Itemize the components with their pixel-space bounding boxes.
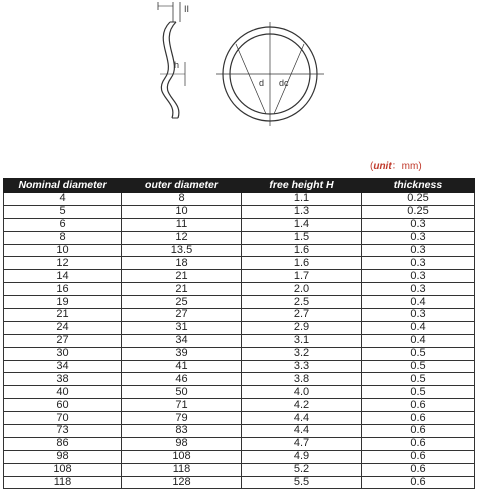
nominal-diameter-cell: 16 bbox=[4, 283, 122, 296]
table-row bbox=[4, 399, 475, 412]
outer-diameter-cell: 12 bbox=[122, 231, 242, 244]
thickness-cell: 0.3 bbox=[362, 218, 475, 231]
free-height-cell: 4.0 bbox=[242, 386, 362, 399]
outer-diameter-cell: 79 bbox=[122, 412, 242, 425]
free-height-cell: 1.5 bbox=[242, 231, 362, 244]
thickness-cell: 0.3 bbox=[362, 244, 475, 257]
thickness-cell: 0.3 bbox=[362, 270, 475, 283]
header-nominal-diameter: Nominal diameter bbox=[4, 179, 122, 193]
nominal-diameter-cell: 12 bbox=[4, 257, 122, 270]
free-height-cell: 3.2 bbox=[242, 347, 362, 360]
thickness-cell: 0.25 bbox=[362, 205, 475, 218]
free-height-cell: 1.7 bbox=[242, 270, 362, 283]
free-height-cell: 3.8 bbox=[242, 373, 362, 386]
thickness-cell: 0.5 bbox=[362, 347, 475, 360]
outer-diameter-cell: 11 bbox=[122, 218, 242, 231]
outer-diameter-cell: 34 bbox=[122, 334, 242, 347]
nominal-diameter-cell: 4 bbox=[4, 193, 122, 206]
unit-note bbox=[370, 157, 422, 173]
nominal-diameter-cell: 108 bbox=[4, 463, 122, 476]
header-row bbox=[4, 179, 475, 193]
nominal-diameter-cell: 21 bbox=[4, 309, 122, 322]
free-height-cell: 1.3 bbox=[242, 205, 362, 218]
table-row bbox=[4, 450, 475, 463]
header-free-height: free height H bbox=[242, 179, 362, 193]
header-thickness: thickness bbox=[362, 179, 475, 193]
thickness-cell: 0.3 bbox=[362, 283, 475, 296]
table-row bbox=[4, 283, 475, 296]
nominal-diameter-cell: 70 bbox=[4, 412, 122, 425]
table-row bbox=[4, 321, 475, 334]
outer-diameter-cell: 83 bbox=[122, 425, 242, 438]
nominal-diameter-cell: 19 bbox=[4, 296, 122, 309]
unit-note-separator: ： bbox=[391, 161, 402, 172]
header-outer-diameter: outer diameter bbox=[122, 179, 242, 193]
thickness-cell: 0.5 bbox=[362, 360, 475, 373]
table-row bbox=[4, 296, 475, 309]
outer-diameter-cell: 21 bbox=[122, 270, 242, 283]
thickness-cell: 0.4 bbox=[362, 334, 475, 347]
outer-diameter-cell: 71 bbox=[122, 399, 242, 412]
table-row bbox=[4, 476, 475, 489]
nominal-diameter-cell: 98 bbox=[4, 450, 122, 463]
free-height-cell: 1.4 bbox=[242, 218, 362, 231]
outer-diameter-cell: 18 bbox=[122, 257, 242, 270]
washer-front-view bbox=[216, 22, 324, 126]
thickness-cell: 0.25 bbox=[362, 193, 475, 206]
nominal-diameter-cell: 40 bbox=[4, 386, 122, 399]
free-height-cell: 3.1 bbox=[242, 334, 362, 347]
outer-diameter-cell: 50 bbox=[122, 386, 242, 399]
table-row bbox=[4, 373, 475, 386]
spec-table bbox=[3, 178, 475, 489]
nominal-diameter-cell: 10 bbox=[4, 244, 122, 257]
outer-diameter-cell: 39 bbox=[122, 347, 242, 360]
table-row bbox=[4, 360, 475, 373]
outer-diameter-cell: 27 bbox=[122, 309, 242, 322]
nominal-diameter-cell: 30 bbox=[4, 347, 122, 360]
free-height-cell: 4.4 bbox=[242, 425, 362, 438]
nominal-diameter-cell: 34 bbox=[4, 360, 122, 373]
free-height-cell: 3.3 bbox=[242, 360, 362, 373]
nominal-diameter-cell: 73 bbox=[4, 425, 122, 438]
outer-diameter-cell: 108 bbox=[122, 450, 242, 463]
thickness-cell: 0.5 bbox=[362, 386, 475, 399]
unit-note-value: mm bbox=[401, 161, 419, 172]
wave-washer-drawing bbox=[0, 0, 477, 160]
table-row bbox=[4, 257, 475, 270]
free-height-cell: 1.1 bbox=[242, 193, 362, 206]
nominal-diameter-cell: 38 bbox=[4, 373, 122, 386]
nominal-diameter-cell: 86 bbox=[4, 437, 122, 450]
thickness-cell: 0.6 bbox=[362, 476, 475, 489]
free-height-cell: 1.6 bbox=[242, 244, 362, 257]
outer-diameter-cell: 31 bbox=[122, 321, 242, 334]
table-row bbox=[4, 244, 475, 257]
outer-diameter-cell: 13.5 bbox=[122, 244, 242, 257]
table-row bbox=[4, 463, 475, 476]
table-row bbox=[4, 425, 475, 438]
table-row bbox=[4, 205, 475, 218]
outer-diameter-cell: 98 bbox=[122, 437, 242, 450]
front-inner-diameter-label: d bbox=[259, 78, 265, 88]
thickness-cell: 0.3 bbox=[362, 309, 475, 322]
thickness-cell: 0.6 bbox=[362, 450, 475, 463]
thickness-cell: 0.6 bbox=[362, 399, 475, 412]
table-body bbox=[4, 193, 475, 489]
nominal-diameter-cell: 27 bbox=[4, 334, 122, 347]
table-row bbox=[4, 193, 475, 206]
thickness-cell: 0.5 bbox=[362, 373, 475, 386]
thickness-cell: 0.6 bbox=[362, 463, 475, 476]
unit-note-close: ) bbox=[418, 161, 422, 172]
nominal-diameter-cell: 14 bbox=[4, 270, 122, 283]
nominal-diameter-cell: 5 bbox=[4, 205, 122, 218]
nominal-diameter-cell: 60 bbox=[4, 399, 122, 412]
nominal-diameter-cell: 8 bbox=[4, 231, 122, 244]
free-height-cell: 5.5 bbox=[242, 476, 362, 489]
side-height-label: h bbox=[174, 60, 180, 70]
free-height-cell: 1.6 bbox=[242, 257, 362, 270]
free-height-cell: 4.2 bbox=[242, 399, 362, 412]
free-height-cell: 4.4 bbox=[242, 412, 362, 425]
table-row bbox=[4, 309, 475, 322]
outer-diameter-cell: 8 bbox=[122, 193, 242, 206]
outer-diameter-cell: 10 bbox=[122, 205, 242, 218]
table-row bbox=[4, 437, 475, 450]
table-row bbox=[4, 270, 475, 283]
thickness-cell: 0.3 bbox=[362, 231, 475, 244]
free-height-cell: 5.2 bbox=[242, 463, 362, 476]
thickness-cell: 0.6 bbox=[362, 412, 475, 425]
unit-note-open: ( bbox=[370, 161, 374, 172]
side-thickness-label: II bbox=[184, 4, 190, 14]
table-row bbox=[4, 334, 475, 347]
table-row bbox=[4, 412, 475, 425]
free-height-cell: 2.5 bbox=[242, 296, 362, 309]
outer-diameter-cell: 46 bbox=[122, 373, 242, 386]
thickness-cell: 0.6 bbox=[362, 425, 475, 438]
thickness-cell: 0.3 bbox=[362, 257, 475, 270]
outer-diameter-cell: 118 bbox=[122, 463, 242, 476]
free-height-cell: 2.7 bbox=[242, 309, 362, 322]
nominal-diameter-cell: 6 bbox=[4, 218, 122, 231]
unit-note-label: unit bbox=[373, 161, 392, 172]
thickness-cell: 0.4 bbox=[362, 321, 475, 334]
outer-diameter-cell: 21 bbox=[122, 283, 242, 296]
table-row bbox=[4, 218, 475, 231]
nominal-diameter-cell: 24 bbox=[4, 321, 122, 334]
free-height-cell: 4.7 bbox=[242, 437, 362, 450]
table-row bbox=[4, 386, 475, 399]
free-height-cell: 4.9 bbox=[242, 450, 362, 463]
outer-diameter-cell: 41 bbox=[122, 360, 242, 373]
front-outer-diameter-label: dc bbox=[279, 78, 289, 88]
free-height-cell: 2.9 bbox=[242, 321, 362, 334]
table-row bbox=[4, 347, 475, 360]
nominal-diameter-cell: 118 bbox=[4, 476, 122, 489]
table-row bbox=[4, 231, 475, 244]
washer-side-view bbox=[158, 2, 185, 118]
free-height-cell: 2.0 bbox=[242, 283, 362, 296]
outer-diameter-cell: 128 bbox=[122, 476, 242, 489]
outer-diameter-cell: 25 bbox=[122, 296, 242, 309]
thickness-cell: 0.6 bbox=[362, 437, 475, 450]
thickness-cell: 0.4 bbox=[362, 296, 475, 309]
